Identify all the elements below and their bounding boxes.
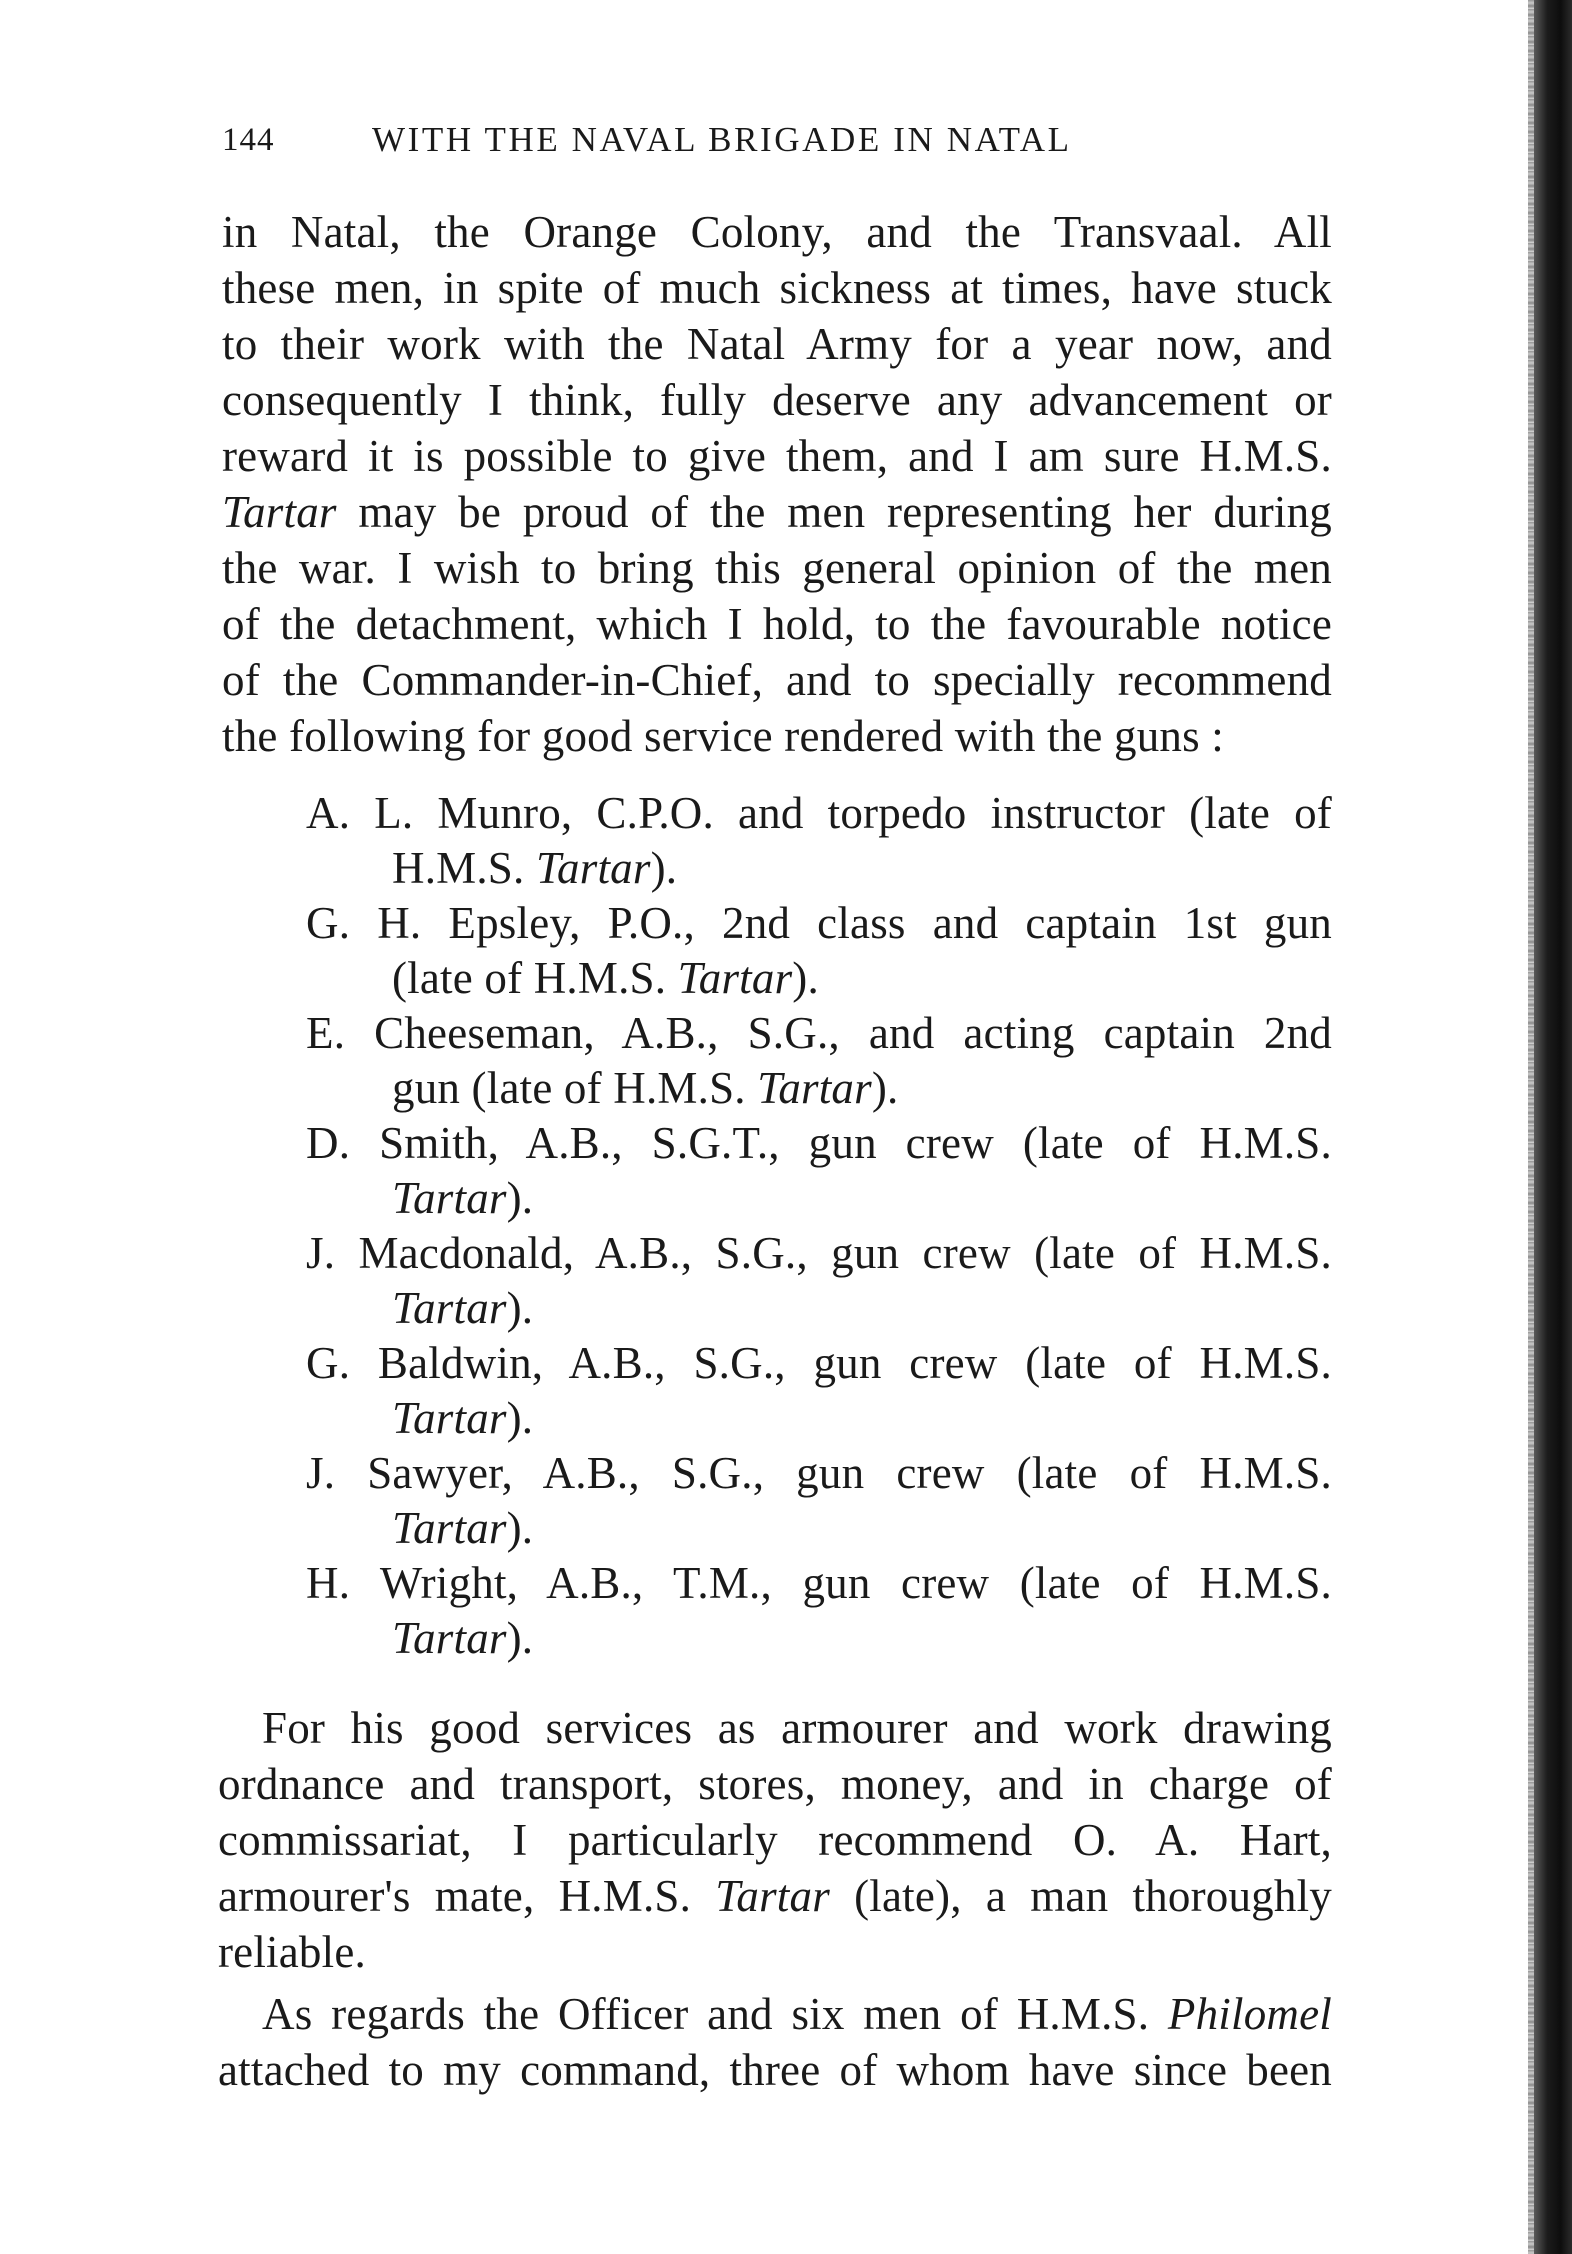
ship-name: Philomel	[1167, 1989, 1332, 2039]
ship-name: Tartar	[535, 843, 651, 893]
body-line: For his good services as armourer and work drawing	[262, 1703, 1332, 1753]
ship-name: Tartar	[677, 953, 793, 1003]
list-item-name-line: E. Cheeseman, A.B., S.G., and acting captain 2nd	[306, 1008, 1332, 1058]
list-item-name-line: J. Macdonald, A.B., S.G., gun crew (late of H.M.S.	[306, 1228, 1332, 1278]
body-line: As regards the Officer and six men of H.M.S. Philomel	[262, 1989, 1332, 2039]
running-title: WITH THE NAVAL BRIGADE IN NATAL	[372, 120, 1072, 159]
list-item-name-line: G. Baldwin, A.B., S.G., gun crew (late of H.M.S.	[306, 1338, 1332, 1388]
ship-name: Tartar	[392, 1173, 507, 1223]
ship-name: Tartar	[392, 1503, 507, 1553]
body-line: reliable.	[218, 1927, 366, 1977]
list-item-continuation: Tartar).	[392, 1393, 534, 1443]
body-line: in Natal, the Orange Colony, and the Transvaal. All	[222, 207, 1332, 257]
ship-name: Tartar	[392, 1393, 507, 1443]
list-item-continuation: Tartar).	[392, 1173, 534, 1223]
ship-name: Tartar	[392, 1283, 507, 1333]
ship-name: Tartar	[222, 487, 337, 537]
body-line: the war. I wish to bring this general opinion of the men	[222, 543, 1332, 593]
list-item-continuation: Tartar).	[392, 1503, 534, 1553]
body-line: to their work with the Natal Army for a year now, and	[222, 319, 1332, 369]
body-line: of the Commander-in-Chief, and to specially recommend	[222, 655, 1332, 705]
body-line: consequently I think, fully deserve any advancement or	[222, 375, 1332, 425]
body-line: these men, in spite of much sickness at times, have stuck	[222, 263, 1332, 313]
body-text: may be proud of the men representing her during	[358, 487, 1333, 537]
body-line: of the detachment, which I hold, to the favourable notice	[222, 599, 1332, 649]
page-header	[222, 112, 1332, 168]
list-item-continuation: Tartar).	[392, 1613, 534, 1663]
list-item-continuation: gun (late of H.M.S. Tartar).	[392, 1063, 899, 1113]
ship-name: Tartar	[392, 1613, 507, 1663]
body-line: armourer's mate, H.M.S. Tartar (late), a man thoroughly	[218, 1871, 1332, 1921]
list-item-name-line: D. Smith, A.B., S.G.T., gun crew (late of H.M.S.	[306, 1118, 1332, 1168]
list-item-continuation: Tartar).	[392, 1283, 534, 1333]
body-line: reward it is possible to give them, and I am sure H.M.S.	[222, 431, 1332, 481]
page-number: 144	[222, 122, 275, 158]
body-line: attached to my command, three of whom have since been	[218, 2045, 1332, 2095]
list-item-continuation: (late of H.M.S. Tartar).	[392, 953, 819, 1003]
body-line	[222, 484, 1332, 540]
list-item-name-line: A. L. Munro, C.P.O. and torpedo instructor (late of	[306, 788, 1332, 838]
ship-name: Tartar	[757, 1063, 872, 1113]
list-item-name-line: H. Wright, A.B., T.M., gun crew (late of H.M.S.	[306, 1558, 1332, 1608]
list-item-name-line: J. Sawyer, A.B., S.G., gun crew (late of H.M.S.	[306, 1448, 1332, 1498]
page-binding	[1534, 0, 1572, 2254]
body-line: ordnance and transport, stores, money, and in charge of	[218, 1759, 1332, 1809]
ship-name: Tartar	[715, 1871, 830, 1921]
list-item-continuation: H.M.S. Tartar).	[392, 843, 678, 893]
body-line: commissariat, I particularly recommend O. A. Hart,	[218, 1815, 1332, 1865]
body-line: the following for good service rendered with the guns :	[222, 711, 1224, 761]
list-item-name-line: G. H. Epsley, P.O., 2nd class and captain 1st gun	[306, 898, 1332, 948]
